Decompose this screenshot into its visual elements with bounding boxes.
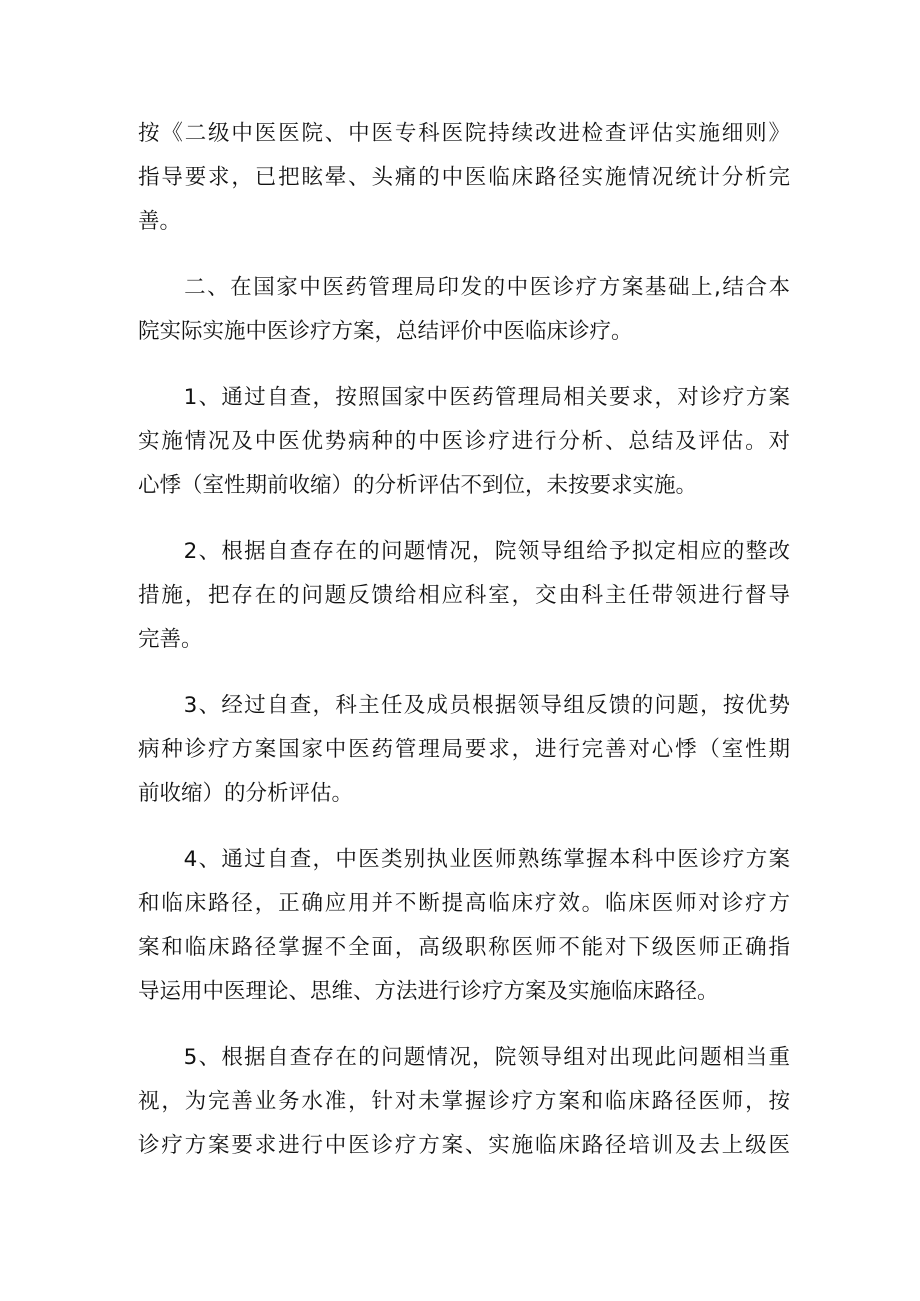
text-line: 病种诊疗方案国家中医药管理局要求，进行完善对心悸（室性期 — [138, 737, 790, 762]
paragraph — [138, 112, 790, 244]
text-line: 措施，把存在的问题反馈给相应科室，交由科主任带领进行督导 — [138, 583, 790, 608]
text-line: 院实际实施中医诊疗方案，总结评价中医临床诊疗。 — [138, 319, 633, 344]
paragraph — [138, 530, 790, 662]
text-line: 完善。 — [138, 627, 203, 652]
text-line: 3、经过自查，科主任及成员根据领导组反馈的问题，按优势 — [138, 693, 790, 718]
text-line: 1、通过自查，按照国家中医药管理局相关要求，对诊疗方案 — [138, 385, 790, 410]
text-line: 实施情况及中医优势病种的中医诊疗进行分析、总结及评估。对 — [138, 429, 790, 454]
text-line: 导运用中医理论、思维、方法进行诊疗方案及实施临床路径。 — [138, 979, 719, 1004]
paragraph — [138, 266, 790, 354]
text-line: 视，为完善业务水准，针对未掌握诊疗方案和临床路径医师，按 — [138, 1089, 790, 1114]
paragraph — [138, 684, 790, 816]
paragraph — [138, 1036, 790, 1168]
text-line: 4、通过自查，中医类别执业医师熟练掌握本科中医诊疗方案 — [138, 847, 790, 872]
text-line: 按《二级中医医院、中医专科医院持续改进检查评估实施细则》 — [138, 121, 790, 146]
text-line: 诊疗方案要求进行中医诊疗方案、实施临床路径培训及去上级医 — [138, 1133, 790, 1158]
text-line: 二、在国家中医药管理局印发的中医诊疗方案基础上,结合本 — [138, 275, 790, 300]
text-line: 案和临床路径掌握不全面，高级职称医师不能对下级医师正确指 — [138, 935, 790, 960]
text-line: 心悸（室性期前收缩）的分析评估不到位，未按要求实施。 — [138, 473, 698, 498]
text-line: 指导要求，已把眩晕、头痛的中医临床路径实施情况统计分析完 — [138, 165, 790, 190]
text-line: 2、根据自查存在的问题情况，院领导组给予拟定相应的整改 — [138, 539, 790, 564]
document-page — [138, 112, 790, 1190]
text-line: 善。 — [138, 209, 182, 234]
text-line: 前收缩）的分析评估。 — [138, 781, 354, 806]
paragraph — [138, 838, 790, 1014]
text-line: 和临床路径，正确应用并不断提高临床疗效。临床医师对诊疗方 — [138, 891, 790, 916]
text-line: 5、根据自查存在的问题情况，院领导组对出现此问题相当重 — [138, 1045, 790, 1070]
paragraph — [138, 376, 790, 508]
